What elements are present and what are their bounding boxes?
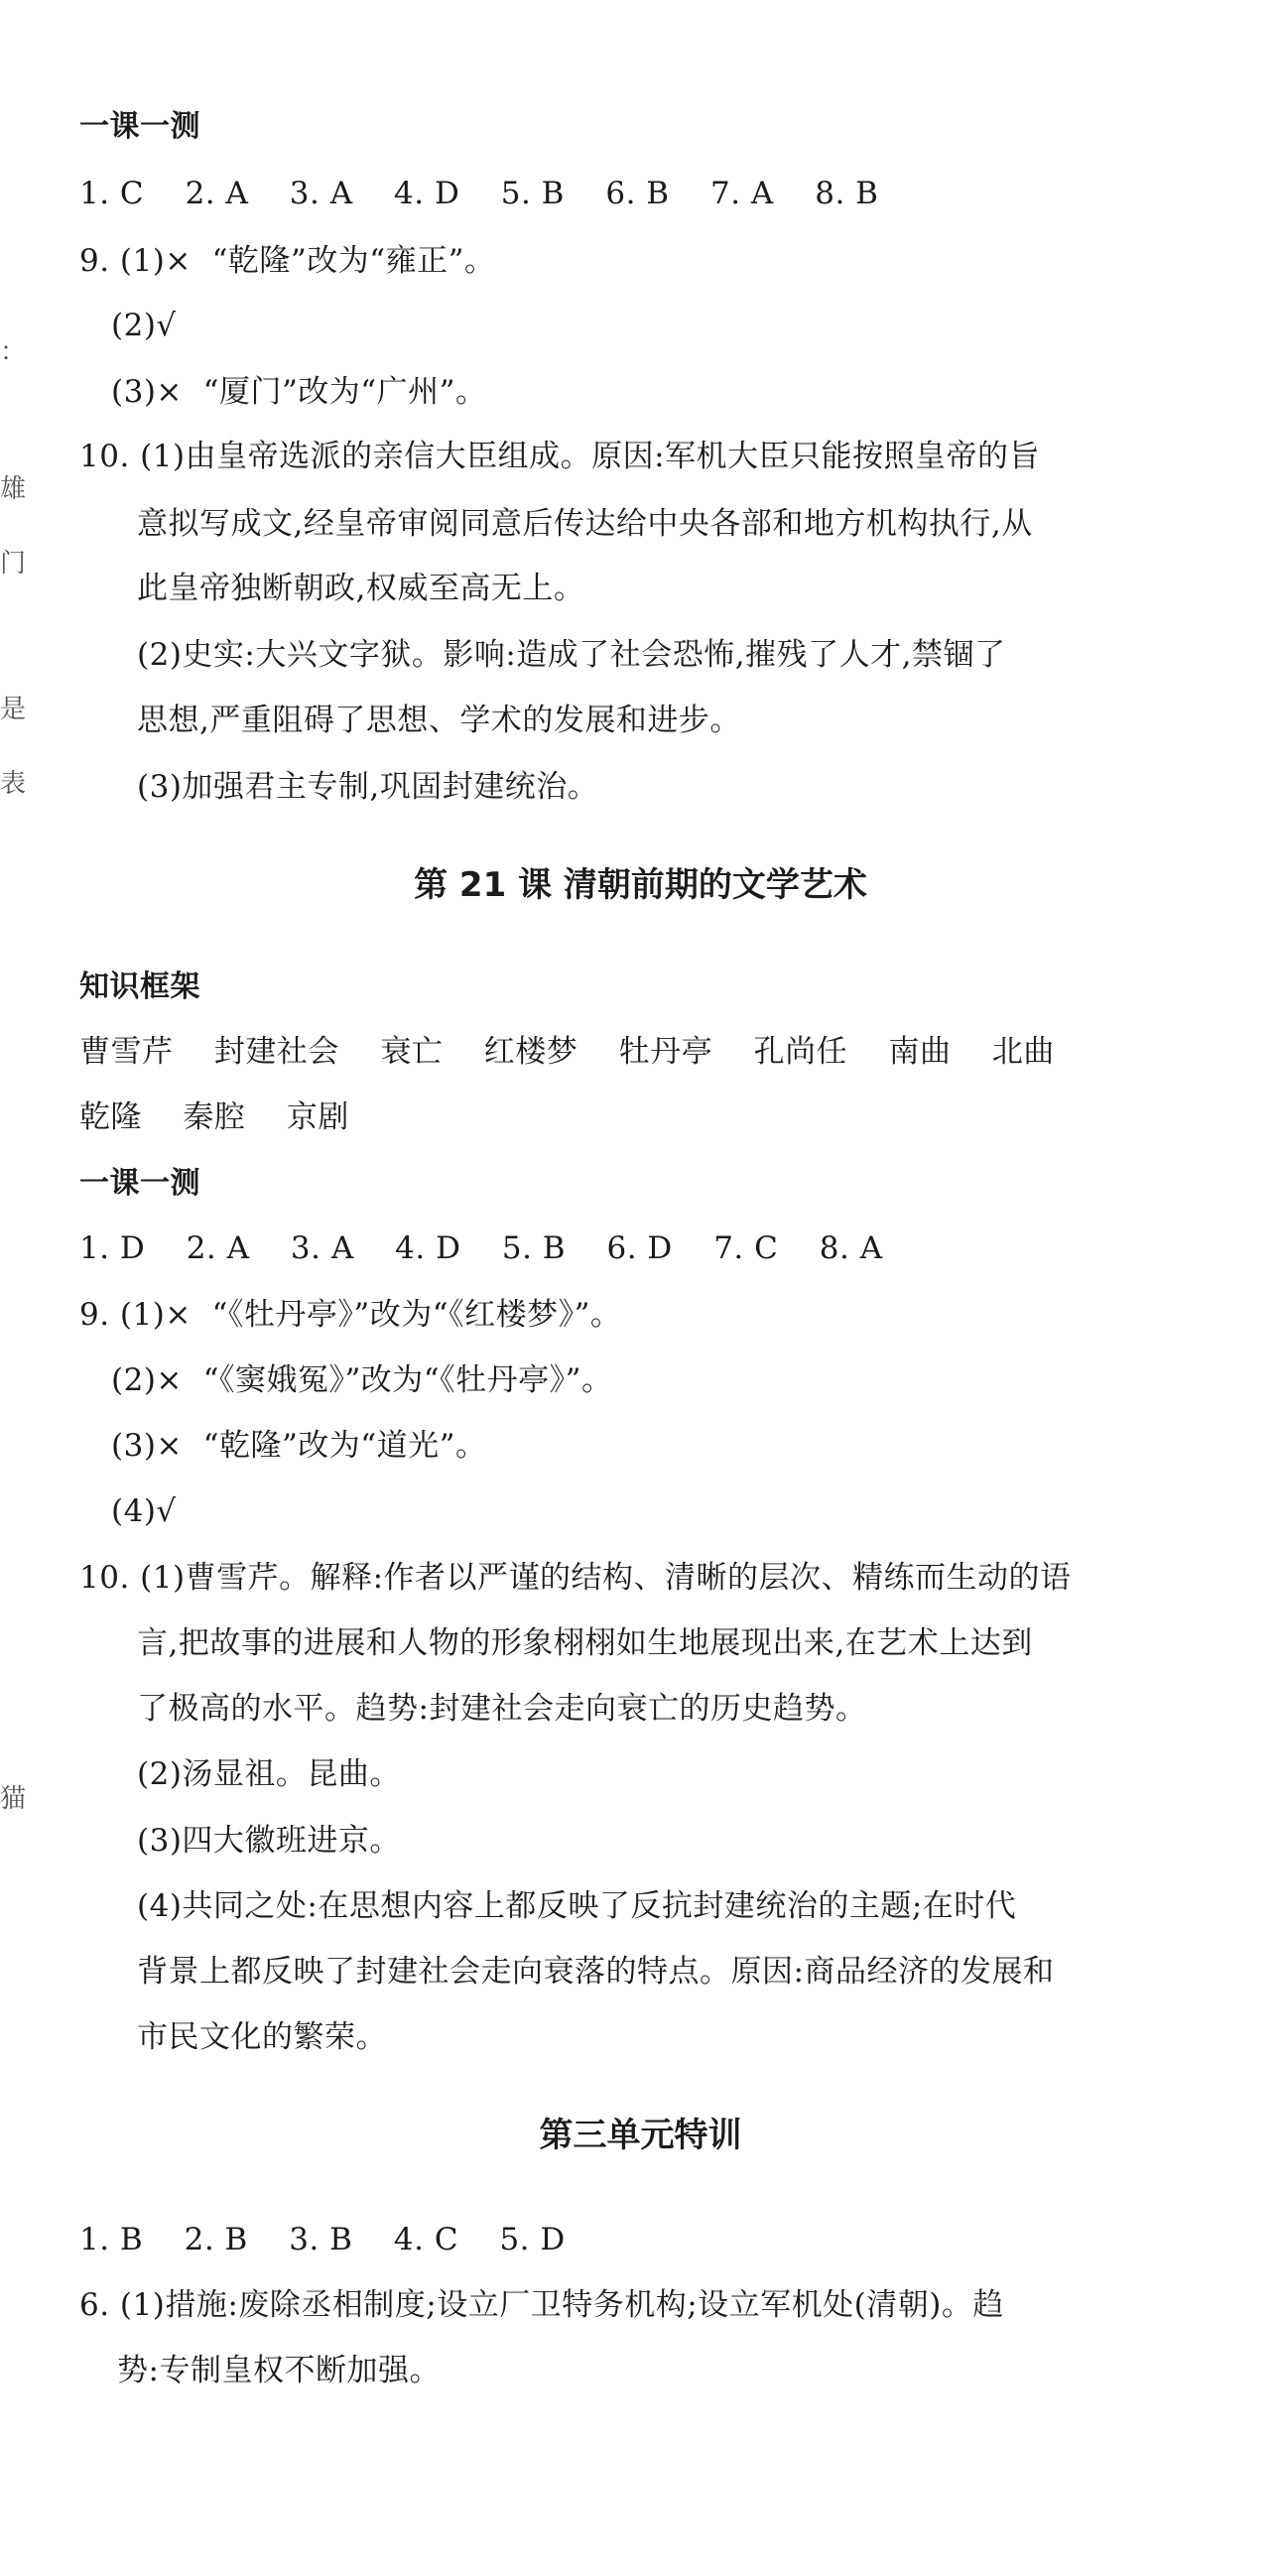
framework-line: 曹雪芹 封建社会 衰亡 红楼梦 牡丹亭 孔尚任 南曲 北曲	[79, 1034, 1055, 1070]
answer-line: (2)√	[111, 308, 177, 343]
section-heading: 一课一测	[79, 109, 200, 144]
margin-fragment: 表	[0, 769, 27, 799]
answer-line: 10. (1)曹雪芹。解释:作者以严谨的结构、清晰的层次、精练而生动的语	[79, 1560, 1072, 1596]
answer-line: 背景上都反映了封建社会走向衰落的特点。原因:商品经济的发展和	[137, 1954, 1055, 1990]
answer-line: 了极高的水平。趋势:封建社会走向衰亡的历史趋势。	[137, 1691, 867, 1727]
answer-line: (4)共同之处:在思想内容上都反映了反抗封建统治的主题;在时代	[137, 1888, 1017, 1924]
answer-line: 9. (1)× “《牡丹亭》”改为“《红楼梦》”。	[79, 1297, 622, 1333]
answer-line: 势:专制皇权不断加强。	[117, 2353, 441, 2388]
section-heading: 一课一测	[79, 1166, 200, 1201]
answer-line: 6. (1)措施:废除丞相制度;设立厂卫特务机构;设立军机处(清朝)。趋	[79, 2287, 1004, 2323]
margin-fragment: ：	[0, 337, 27, 367]
mc-answers: 1. B 2. B 3. B 4. C 5. D	[79, 2222, 566, 2257]
answer-line: 意拟写成文,经皇帝审阅同意后传达给中央各部和地方机构执行,从	[137, 506, 1033, 542]
answer-line: 市民文化的繁荣。	[137, 2019, 387, 2055]
mc-answers: 1. D 2. A 3. A 4. D 5. B 6. D 7. C 8. A	[79, 1230, 883, 1266]
answer-line: (3)加强君主专制,巩固封建统治。	[137, 769, 599, 805]
answer-line: (2)汤显祖。昆曲。	[137, 1756, 401, 1792]
answer-line: (2)× “《窦娥冤》”改为“《牡丹亭》”。	[111, 1362, 613, 1398]
mc-answers: 1. C 2. A 3. A 4. D 5. B 6. B 7. A 8. B	[79, 176, 879, 211]
margin-fragment: 是	[0, 695, 27, 724]
answer-line: (3)× “厦门”改为“广州”。	[111, 374, 487, 410]
margin-fragment: 雄	[0, 474, 27, 504]
answer-line: (3)四大徽班进京。	[137, 1823, 401, 1859]
answer-line: 9. (1)× “乾隆”改为“雍正”。	[79, 243, 496, 279]
answer-line: (4)√	[111, 1493, 177, 1529]
answer-line: 此皇帝独断朝政,权威至高无上。	[137, 571, 585, 606]
unit-title: 第三单元特训	[539, 2116, 742, 2155]
answer-line: 思想,严重阻碍了思想、学术的发展和进步。	[137, 703, 741, 738]
answer-line: 10. (1)由皇帝选派的亲信大臣组成。原因:军机大臣只能按照皇帝的旨	[79, 439, 1041, 474]
margin-fragment: 门	[0, 549, 27, 579]
lesson-title: 第 21 课 清朝前期的文学艺术	[414, 865, 867, 905]
answer-line: (3)× “乾隆”改为“道光”。	[111, 1428, 487, 1464]
answer-line: (2)史实:大兴文字狱。影响:造成了社会恐怖,摧残了人才,禁锢了	[137, 637, 1006, 673]
answer-line: 言,把故事的进展和人物的形象栩栩如生地展现出来,在艺术上达到	[137, 1625, 1033, 1661]
margin-fragment: 猫	[0, 1784, 27, 1814]
framework-line: 乾隆 秦腔 京剧	[79, 1099, 349, 1135]
section-heading: 知识框架	[79, 969, 200, 1004]
